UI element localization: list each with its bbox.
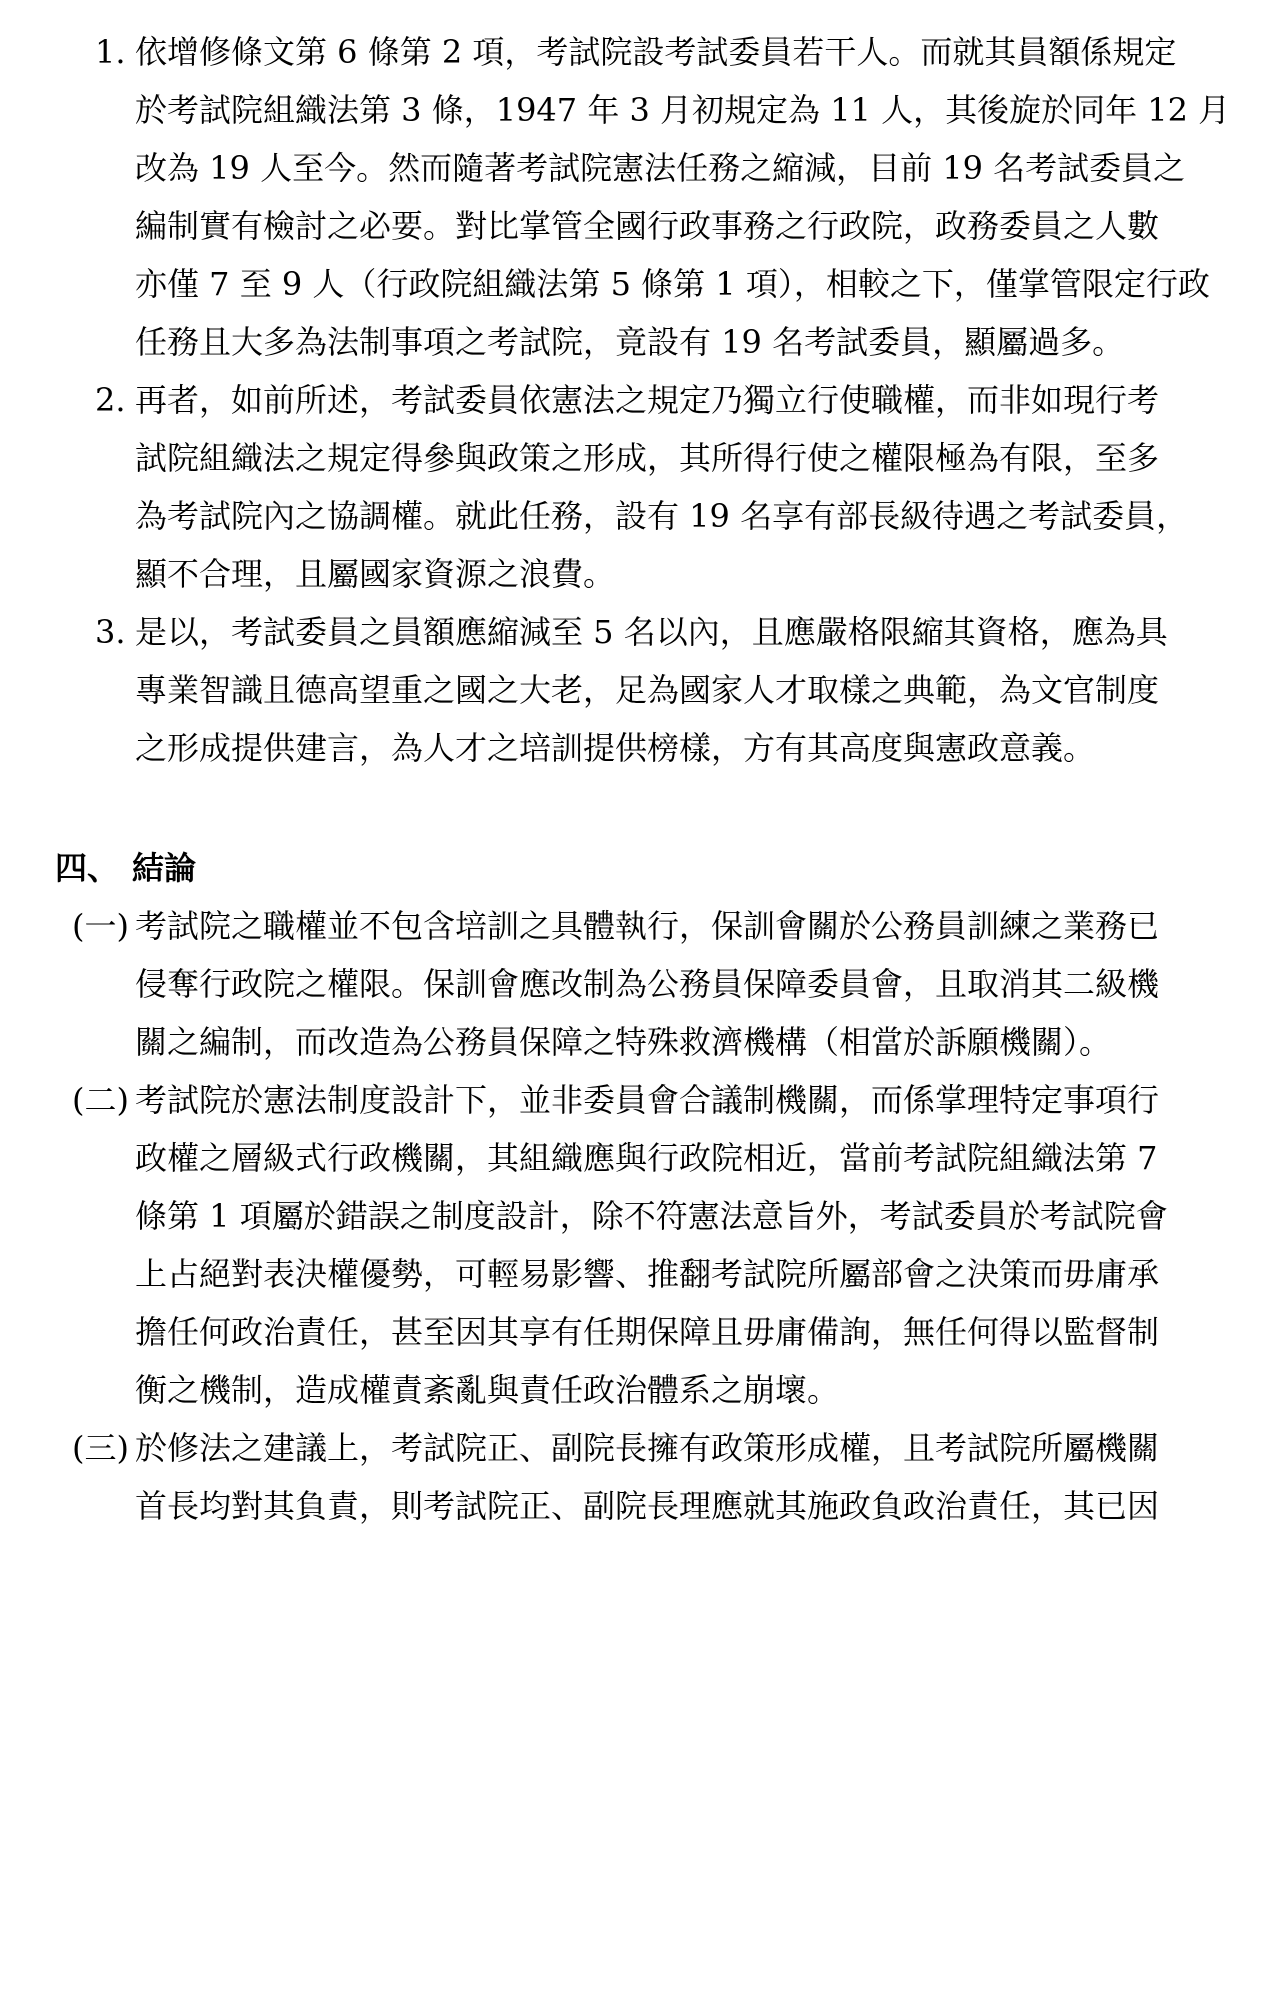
- conclusion-2-text-2: 政權之層級式行政機關，其組織應與行政院相近，當前考試院組織法第 7: [135, 1139, 1158, 1177]
- section-number: 四、: [55, 849, 120, 887]
- list-item-1-text-2: 於考試院組織法第 3 條，1947 年 3 月初規定為 11 人，其後旋於同年 12 月: [135, 91, 1231, 129]
- conclusion-1-marker: (一): [72, 907, 129, 945]
- conclusion-1-text-2: 侵奪行政院之權限。保訓會應改制為公務員保障委員會，且取消其二級機: [135, 965, 1160, 1003]
- list-item-1-text-3: 改為 19 人至今。然而隨著考試院憲法任務之縮減，目前 19 名考試委員之: [135, 149, 1186, 187]
- list-item-1-text-6: 任務且大多為法制事項之考試院，竟設有 19 名考試委員，顯屬過多。: [135, 323, 1125, 361]
- list-item-3-text-3: 之形成提供建言，為人才之培訓提供榜樣，方有其高度與憲政意義。: [135, 729, 1096, 767]
- conclusion-2-text-3: 條第 1 項屬於錯誤之制度設計，除不符憲法意旨外，考試委員於考試院會: [135, 1197, 1168, 1235]
- conclusion-3-marker: (三): [72, 1429, 129, 1467]
- conclusion-2-marker: (二): [72, 1081, 129, 1119]
- list-item-2-text-1: 再者，如前所述，考試委員依憲法之規定乃獨立行使職權，而非如現行考: [135, 381, 1160, 419]
- conclusion-3-text-2: 首長均對其負責，則考試院正、副院長理應就其施政負政治責任，其已因: [135, 1487, 1160, 1525]
- list-item-1-text-5: 亦僅 7 至 9 人（行政院組織法第 5 條第 1 項），相較之下，僅掌管限定行政: [135, 265, 1210, 303]
- list-item-3-text-1: 是以，考試委員之員額應縮減至 5 名以內，且應嚴格限縮其資格，應為具: [135, 613, 1168, 651]
- conclusion-2-text-6: 衡之機制，造成權責紊亂與責任政治體系之崩壞。: [135, 1371, 840, 1409]
- conclusion-1-text-3: 關之編制，而改造為公務員保障之特殊救濟機構（相當於訴願機關）。: [135, 1023, 1112, 1061]
- list-item-3-marker: 3.: [95, 613, 126, 651]
- list-item-2-text-4: 顯不合理，且屬國家資源之浪費。: [135, 555, 616, 593]
- list-item-2-text-3: 為考試院內之協調權。就此任務，設有 19 名享有部長級待遇之考試委員，: [135, 497, 1189, 535]
- list-item-1-text-4: 編制實有檢討之必要。對比掌管全國行政事務之行政院，政務委員之人數: [135, 207, 1160, 245]
- list-item-2-marker: 2.: [95, 381, 126, 419]
- conclusion-3-text-1: 於修法之建議上，考試院正、副院長擁有政策形成權，且考試院所屬機關: [135, 1429, 1160, 1467]
- section-title: 結論: [132, 849, 197, 887]
- conclusion-1-text-1: 考試院之職權並不包含培訓之具體執行，保訓會關於公務員訓練之業務已: [135, 907, 1160, 945]
- list-item-2-text-2: 試院組織法之規定得參與政策之形成，其所得行使之權限極為有限，至多: [135, 439, 1160, 477]
- list-item-1-marker: 1.: [95, 33, 126, 71]
- list-item-3-text-2: 專業智識且德高望重之國之大老，足為國家人才取樣之典範，為文官制度: [135, 671, 1160, 709]
- list-item-1-text-1: 依增修條文第 6 條第 2 項，考試院設考試委員若干人。而就其員額係規定: [135, 33, 1177, 71]
- conclusion-2-text-5: 擔任何政治責任，甚至因其享有任期保障且毋庸備詢，無任何得以監督制: [135, 1313, 1160, 1351]
- conclusion-2-text-1: 考試院於憲法制度設計下，並非委員會合議制機關，而係掌理特定事項行: [135, 1081, 1160, 1119]
- conclusion-2-text-4: 上占絕對表決權優勢，可輕易影響、推翻考試院所屬部會之決策而毋庸承: [135, 1255, 1160, 1293]
